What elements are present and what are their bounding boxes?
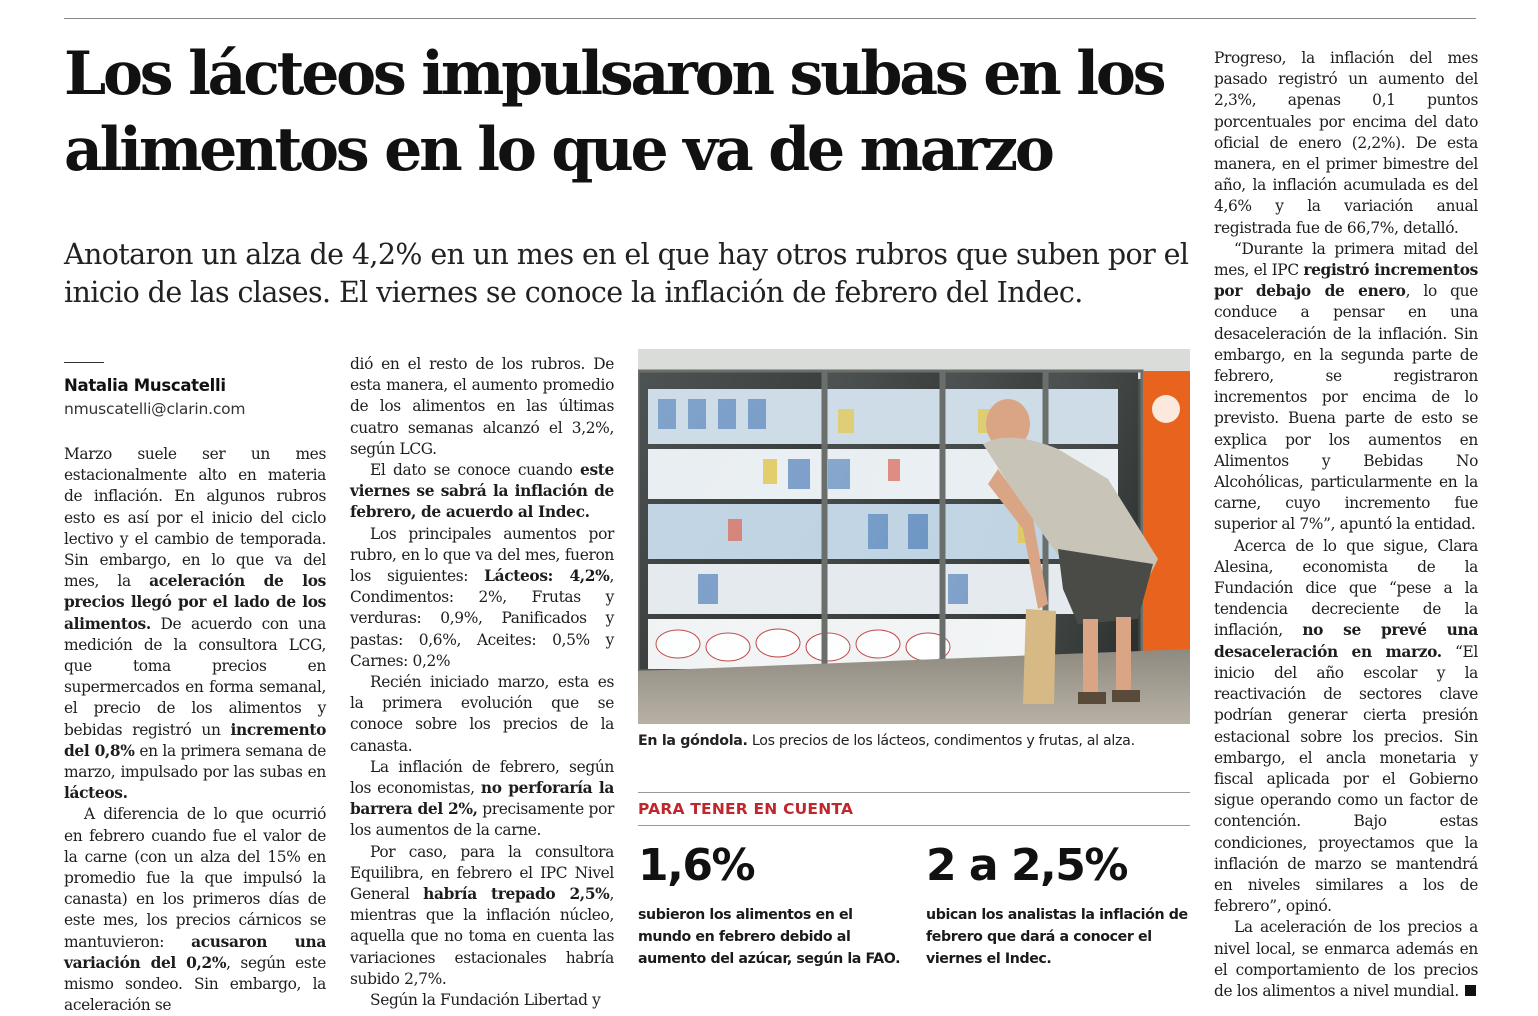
article-column-2 [350, 354, 614, 1011]
paragraph: A diferencia de lo que ocurrió en febrero cuando fue el valor de la carne (con un alza del 15% en promedio fue la que impulsó la canasta) en los primeros días de este mes, los precios cárnicos se mantuvieron: acusaron una variación del 0,2%, según este mismo sondeo. Sin embargo, la aceleración se [64, 805, 326, 1015]
caption-text: Los precios de los lácteos, condimentos y frutas, al alza. [747, 733, 1135, 749]
author-email[interactable]: nmuscatelli@clarin.com [64, 400, 246, 418]
paragraph: Marzo suele ser un mes estacionalmente alto en materia de inflación. En algunos rubros esto es así por el inicio del ciclo lectivo y el cambio de temporada. Sin embargo, en lo que va del mes, la aceleración de los precios llegó por el lado de los alimentos. De acuerdo con una medición de la consultora LCG, que toma precios en supermercados en forma semanal, el precio de los alimentos y bebidas registró un incremento del 0,8% en la primera semana de marzo, impulsado por las subas en lácteos. [64, 445, 327, 803]
photo-illustration [638, 349, 1190, 724]
box-title-rule [638, 825, 1190, 826]
headline: Los lácteos impulsaron subas en los alimentos en lo que va de marzo [64, 39, 1164, 185]
paragraph: Los principales aumentos por rubro, en lo que va del mes, fueron los siguientes: Lácteos: 4,2%, Condimentos: 2%, Frutas y verduras: 0,9%, Panificados y pastas: 0,6%, Aceites: 0,5% y Carnes: 0,2% [350, 524, 614, 670]
paragraph: Según la Fundación Libertad y [370, 991, 601, 1010]
paragraph: Progreso, la inflación del mes pasado registró un aumento del 2,3%, apenas 0,1 puntos porcentuales por encima del dato oficial de enero (2,2%). De esta manera, en el primer bimestre del año, la inflación acumulada es del 4,6% y la variación anual registrada fue de 66,7%, detalló. [1214, 49, 1478, 237]
end-of-article-mark [1465, 985, 1476, 996]
paragraph: Recién iniciado marzo, esta es la primera evolución que se conoce sobre los precios de la canasta. [350, 673, 614, 755]
paragraph: Por caso, para la consultora Equilibra, en febrero el IPC Nivel General habría trepado 2,5%, mientras que la inflación núcleo, aquella que no toma en cuenta las variaciones estacionales habría subido 2,7%. [350, 842, 614, 988]
box-top-rule [638, 792, 1190, 793]
author-name: Natalia Muscatelli [64, 376, 226, 395]
top-rule [64, 18, 1476, 19]
photo-caption [638, 733, 1198, 749]
paragraph: La aceleración de los precios a nivel local, se enmarca además en el comportamiento de los precios de los alimentos a nivel mundial. [1214, 918, 1478, 1000]
supermarket-photo [638, 349, 1190, 724]
caption-lead: En la góndola. [638, 733, 748, 749]
paragraph: El dato se conoce cuando este viernes se sabrá la inflación de febrero, de acuerdo al Indec. [350, 461, 614, 522]
box-title: PARA TENER EN CUENTA [638, 800, 854, 818]
paragraph: “Durante la primera mitad del mes, el IPC registró incrementos por debajo de enero, lo que conduce a pensar en una desaceleración de la inflación. Sin embargo, en la segunda parte de febrero, se registraron incrementos por encima de lo previsto. Buena parte de esto se explica por los aumentos en Alimentos y Bebidas No Alcohólicas, particularmente en la carne, cuyo incremento fue superior al 7%”, apuntó la entidad. [1214, 239, 1478, 534]
stat-1-value: 1,6% [638, 840, 755, 891]
stat-2-value: 2 a 2,5% [926, 840, 1127, 891]
paragraph: Acerca de lo que sigue, Clara Alesina, economista de la Fundación dice que “pese a la tendencia decreciente de la inflación, no se prevé una desaceleración en marzo. “El inicio del año escolar y la reactivación de sectores clave podrían generar cierta presión estacional sobre los precios. Sin embargo, el ancla monetaria y fiscal aplicada por el Gobierno sigue operando como un factor de contención. Bajo estas condiciones, proyectamos que la inflación de marzo se mantendrá en niveles similares a los de febrero”, opinó. [1214, 536, 1478, 916]
paragraph: La inflación de febrero, según los economistas, no perforaría la barrera del 2%, precisamente por los aumentos de la carne. [350, 757, 614, 840]
stat-2-text: ubican los analistas la inflación de febrero que dará a conocer el viernes el Indec. [926, 907, 1188, 967]
stat-1-text: subieron los alimentos en el mundo en febrero debido al aumento del azúcar, según la FAO. [638, 907, 901, 967]
byline-rule [64, 362, 104, 363]
subtitle: Anotaron un alza de 4,2% en un mes en el que hay otros rubros que suben por el inicio de las clases. El viernes se conoce la inflación de febrero del Indec. [64, 238, 1189, 309]
paragraph: dió en el resto de los rubros. De esta manera, el aumento promedio de los alimentos en las últimas cuatro semanas alcanzó el 3,2%, según LCG. [350, 355, 614, 458]
article-column-3 [1214, 48, 1478, 1002]
article-column-1 [64, 444, 326, 1016]
